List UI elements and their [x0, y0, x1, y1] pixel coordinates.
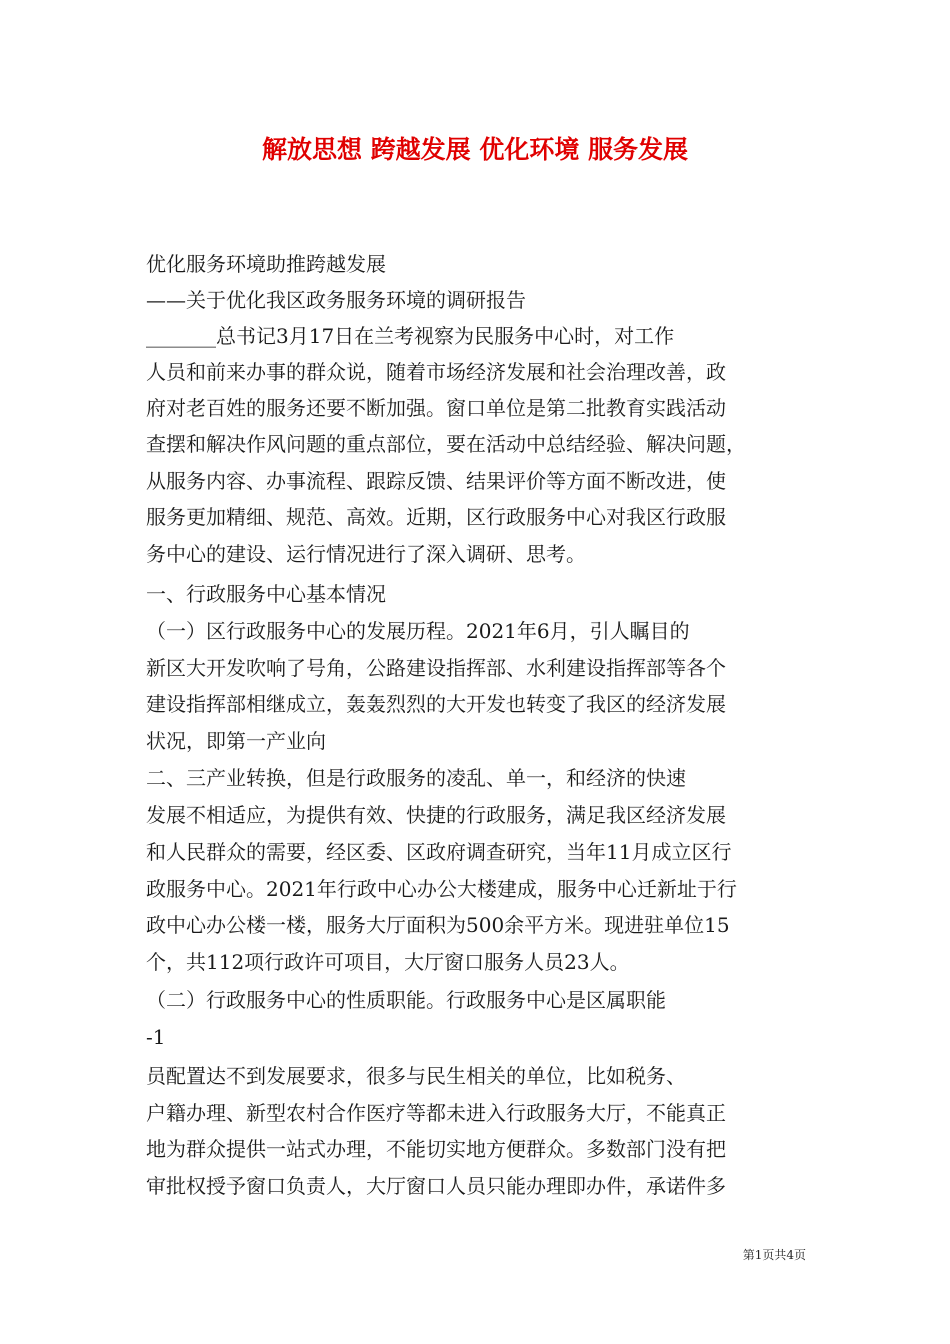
body-line: 务中心的建设、运行情况进行了深入调研、思考。: [146, 542, 586, 566]
body-line: _______总书记3月17日在兰考视察为民服务中心时，对工作: [146, 324, 675, 348]
body-line: 优化服务环境助推跨越发展: [146, 252, 386, 276]
body-line: 个，共112项行政许可项目，大厅窗口服务人员23人。: [146, 950, 630, 974]
document-title: 解放思想 跨越发展 优化环境 服务发展: [261, 135, 689, 164]
page-number-footer: 第1页共4页: [742, 1248, 806, 1262]
body-line: 服务更加精细、规范、高效。近期，区行政服务中心对我区行政服: [146, 505, 726, 529]
page-marker: -1: [146, 1025, 166, 1049]
body-line: 和人民群众的需要，经区委、区政府调查研究，当年11月成立区行: [146, 840, 732, 864]
body-line: 建设指挥部相继成立，轰轰烈烈的大开发也转变了我区的经济发展: [146, 692, 726, 716]
body-line: 二、三产业转换，但是行政服务的凌乱、单一，和经济的快速: [146, 766, 686, 790]
body-line: 府对老百姓的服务还要不断加强。窗口单位是第二批教育实践活动: [146, 396, 726, 420]
body-line: 员配置达不到发展要求，很多与民生相关的单位，比如税务、: [146, 1064, 686, 1088]
body-line: ——关于优化我区政务服务环境的调研报告: [146, 288, 526, 312]
body-line: 户籍办理、新型农村合作医疗等都未进入行政服务大厅，不能真正: [146, 1101, 726, 1125]
body-line: 从服务内容、办事流程、跟踪反馈、结果评价等方面不断改进，使: [146, 469, 726, 493]
section-heading: 一、行政服务中心基本情况: [146, 582, 386, 606]
body-line: 查摆和解决作风问题的重点部位，要在活动中总结经验、解决问题，: [146, 432, 746, 456]
body-line: 地为群众提供一站式办理，不能切实地方便群众。多数部门没有把: [146, 1137, 726, 1161]
body-line: 政中心办公楼一楼，服务大厅面积为500余平方米。现进驻单位15: [146, 913, 730, 937]
body-line: 政服务中心。2021年行政中心办公大楼建成，服务中心迁新址于行: [146, 877, 737, 901]
body-line: 状况，即第一产业向: [146, 729, 326, 753]
body-line: 审批权授予窗口负责人，大厅窗口人员只能办理即办件，承诺件多: [146, 1174, 726, 1198]
body-line: 发展不相适应，为提供有效、快捷的行政服务，满足我区经济发展: [146, 803, 726, 827]
body-line: 新区大开发吹响了号角，公路建设指挥部、水利建设指挥部等各个: [146, 656, 726, 680]
body-line: （二）行政服务中心的性质职能。行政服务中心是区属职能: [146, 988, 666, 1012]
body-line: （一）区行政服务中心的发展历程。2021年6月，引人瞩目的: [146, 619, 690, 643]
body-line: 人员和前来办事的群众说，随着市场经济发展和社会治理改善，政: [146, 360, 726, 384]
